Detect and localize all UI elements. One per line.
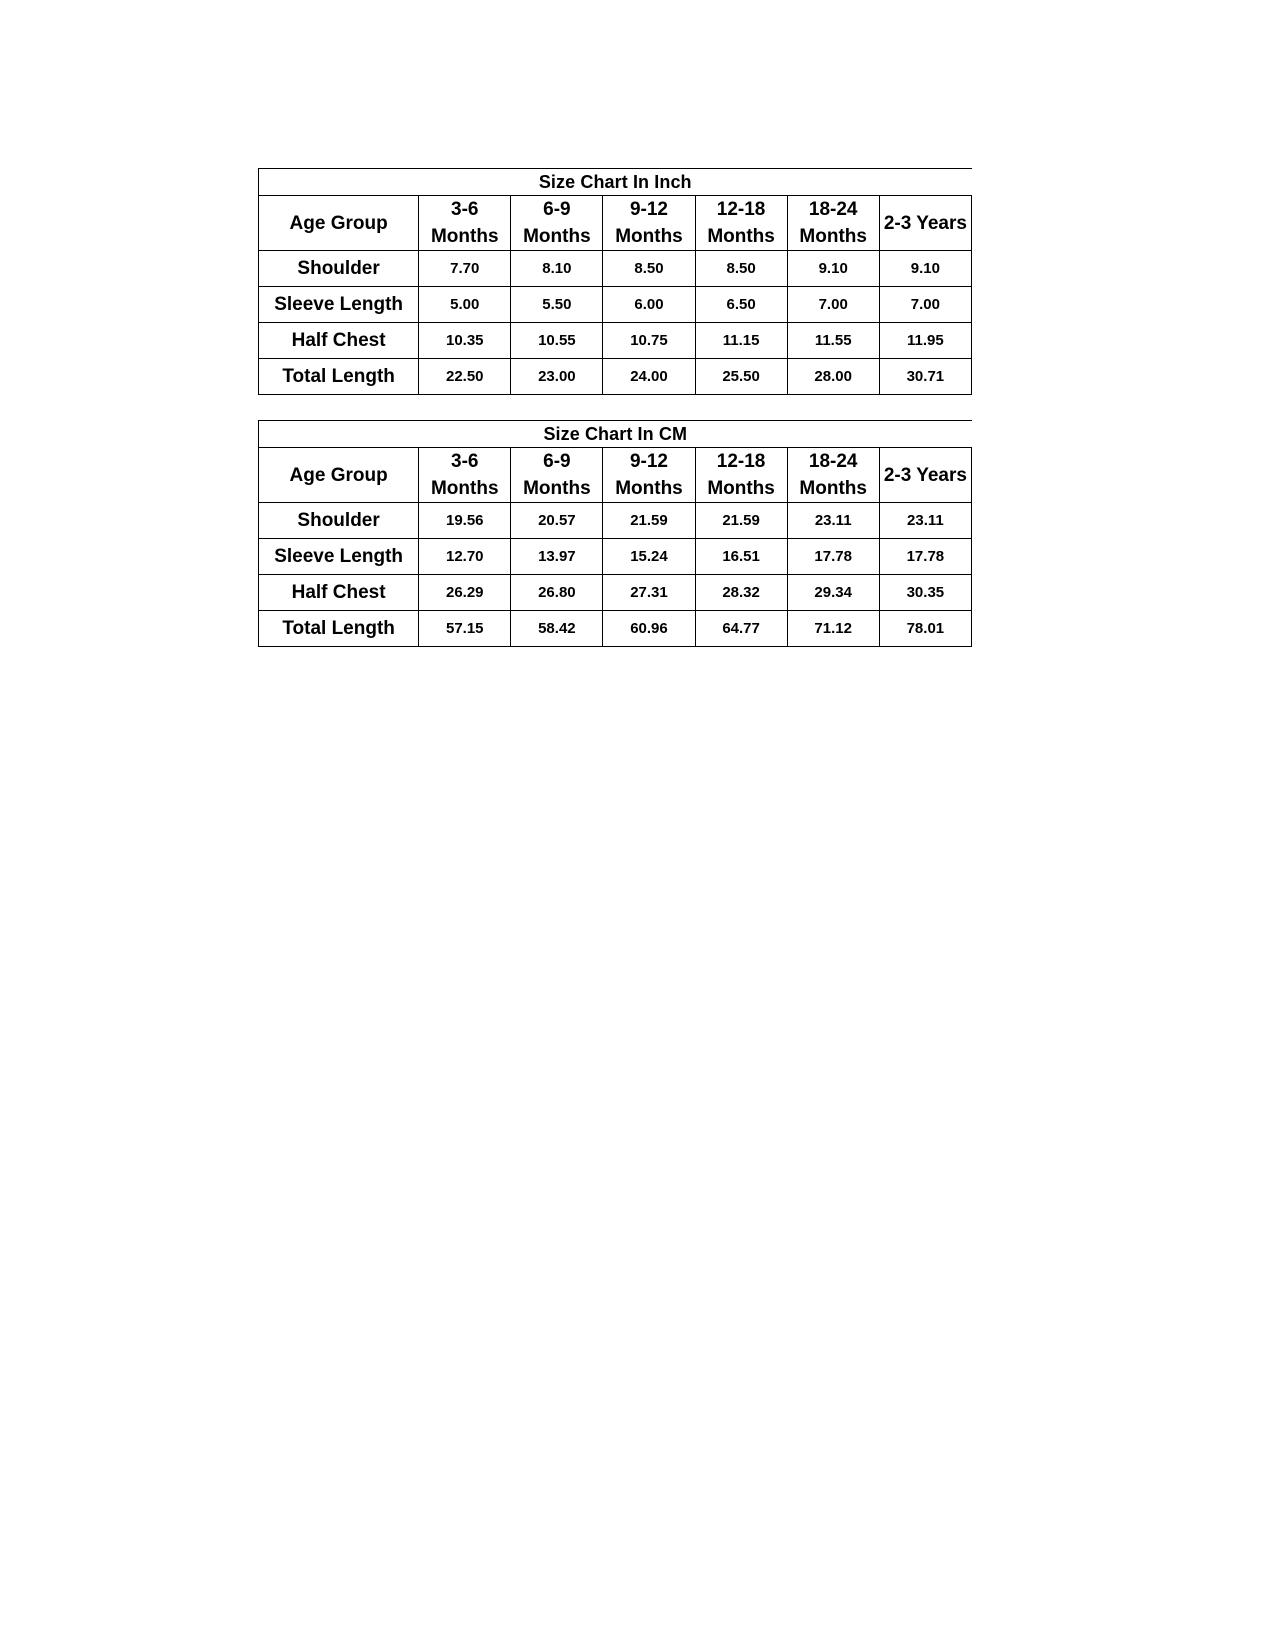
table-title-row <box>259 169 972 196</box>
column-header: 2-3 Years <box>879 196 971 251</box>
table-cell: 10.75 <box>603 323 695 359</box>
row-label: Sleeve Length <box>259 287 419 323</box>
table-cell: 25.50 <box>695 359 787 395</box>
table-cell: 8.50 <box>695 251 787 287</box>
row-label: Total Length <box>259 359 419 395</box>
age-group-header: Age Group <box>259 196 419 251</box>
table-cell: 24.00 <box>603 359 695 395</box>
table-row <box>259 251 972 287</box>
table-cell: 26.80 <box>511 575 603 611</box>
table-cell: 9.10 <box>787 251 879 287</box>
table-cell: 28.00 <box>787 359 879 395</box>
table-title-row <box>259 421 972 448</box>
table-cell: 58.42 <box>511 611 603 647</box>
table-cell: 6.00 <box>603 287 695 323</box>
table-cell: 16.51 <box>695 539 787 575</box>
column-header: 6-9 Months <box>511 448 603 503</box>
table-cell: 17.78 <box>879 539 971 575</box>
table-cell: 23.00 <box>511 359 603 395</box>
table-cell: 23.11 <box>787 503 879 539</box>
table-cell: 60.96 <box>603 611 695 647</box>
table-cell: 11.95 <box>879 323 971 359</box>
table-cell: 30.35 <box>879 575 971 611</box>
column-header: 12-18 Months <box>695 448 787 503</box>
table-cell: 71.12 <box>787 611 879 647</box>
table-cell: 22.50 <box>419 359 511 395</box>
table-row <box>259 611 972 647</box>
table-cell: 10.55 <box>511 323 603 359</box>
table-cell: 20.57 <box>511 503 603 539</box>
table-row <box>259 359 972 395</box>
table-cell: 11.55 <box>787 323 879 359</box>
table-row <box>259 503 972 539</box>
row-label: Shoulder <box>259 503 419 539</box>
table-cell: 64.77 <box>695 611 787 647</box>
table-cell: 5.00 <box>419 287 511 323</box>
table-cell: 26.29 <box>419 575 511 611</box>
table-cell: 21.59 <box>603 503 695 539</box>
size-chart-inch-table <box>258 168 972 395</box>
table-cell: 11.15 <box>695 323 787 359</box>
row-label: Total Length <box>259 611 419 647</box>
column-header: 6-9 Months <box>511 196 603 251</box>
age-group-header: Age Group <box>259 448 419 503</box>
table-row <box>259 287 972 323</box>
table-cell: 10.35 <box>419 323 511 359</box>
header-row <box>259 196 972 251</box>
row-label: Shoulder <box>259 251 419 287</box>
table-row <box>259 323 972 359</box>
column-header: 9-12 Months <box>603 196 695 251</box>
table-cell: 15.24 <box>603 539 695 575</box>
table-cell: 57.15 <box>419 611 511 647</box>
table-cell: 13.97 <box>511 539 603 575</box>
table-cell: 19.56 <box>419 503 511 539</box>
table-cell: 78.01 <box>879 611 971 647</box>
table-cell: 27.31 <box>603 575 695 611</box>
table-cell: 9.10 <box>879 251 971 287</box>
column-header: 18-24 Months <box>787 448 879 503</box>
table-cell: 30.71 <box>879 359 971 395</box>
table-row <box>259 575 972 611</box>
table-cell: 21.59 <box>695 503 787 539</box>
header-row <box>259 448 972 503</box>
table-cell: 12.70 <box>419 539 511 575</box>
table-row <box>259 539 972 575</box>
table-title: Size Chart In CM <box>259 421 972 448</box>
column-header: 18-24 Months <box>787 196 879 251</box>
table-cell: 29.34 <box>787 575 879 611</box>
table-cell: 8.10 <box>511 251 603 287</box>
column-header: 12-18 Months <box>695 196 787 251</box>
table-cell: 7.00 <box>787 287 879 323</box>
row-label: Half Chest <box>259 323 419 359</box>
column-header: 3-6 Months <box>419 196 511 251</box>
table-cell: 17.78 <box>787 539 879 575</box>
table-cell: 23.11 <box>879 503 971 539</box>
row-label: Sleeve Length <box>259 539 419 575</box>
table-cell: 5.50 <box>511 287 603 323</box>
table-cell: 8.50 <box>603 251 695 287</box>
table-cell: 6.50 <box>695 287 787 323</box>
table-cell: 28.32 <box>695 575 787 611</box>
table-cell: 7.70 <box>419 251 511 287</box>
column-header: 9-12 Months <box>603 448 695 503</box>
table-cell: 7.00 <box>879 287 971 323</box>
row-label: Half Chest <box>259 575 419 611</box>
column-header: 2-3 Years <box>879 448 971 503</box>
table-title: Size Chart In Inch <box>259 169 972 196</box>
size-chart-cm-table <box>258 420 972 647</box>
column-header: 3-6 Months <box>419 448 511 503</box>
